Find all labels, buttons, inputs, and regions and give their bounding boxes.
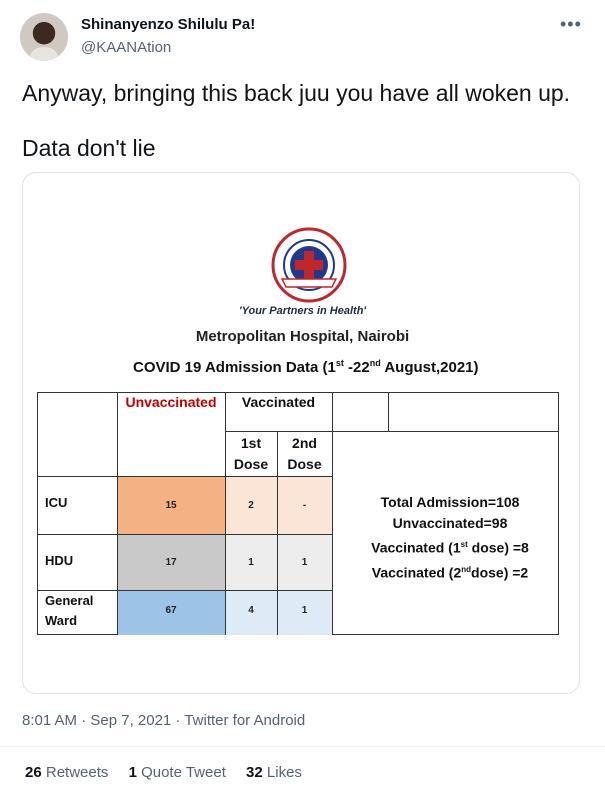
header-vaccinated: Vaccinated [241,394,316,410]
summary-unvaccinated: Unvaccinated=98 [392,515,508,531]
hospital-tagline: 'Your Partners in Health' [238,305,367,317]
hospital-name: Metropolitan Hospital, Nairobi [195,328,410,345]
tweet-text-line-2: Data don't lie [22,135,156,161]
summary-vaccinated-2nd: Vaccinated (2nddose) =2 [371,564,529,581]
header-unvaccinated: Unvaccinated [125,394,217,410]
header-dose1-a: 1st [240,435,262,451]
row-label-ward: Ward [45,613,78,628]
likes-link[interactable]: 32 Likes [246,764,302,781]
header-dose2-b: Dose [287,456,322,472]
icu-dose2-value: - [302,500,307,511]
hdu-dose2-value: 1 [301,557,308,568]
avatar[interactable] [20,13,68,61]
display-name[interactable]: Shinanyenzo Shilulu Pa! [81,16,256,33]
quote-tweets-link[interactable]: 1 Quote Tweet [128,764,226,781]
row-label-hdu: HDU [45,553,74,568]
retweets-link[interactable]: 26 Retweets [25,764,109,781]
gw-dose1-value: 4 [248,605,254,616]
gw-unvaccinated-value: 67 [165,605,177,616]
hdu-unvaccinated-value: 17 [165,557,177,568]
row-label-general: General [45,593,94,608]
header-dose1-b: Dose [233,456,269,472]
tweet-text-line-1: Anyway, bringing this back juu you have all woken up. [22,80,571,106]
hdu-dose1-value: 1 [248,557,254,568]
user-handle[interactable]: @KAANAtion [81,39,172,56]
admission-summary [360,492,540,583]
hospital-logo [262,227,356,303]
header-dose2-a: 2nd [292,435,317,451]
summary-vaccinated-1st: Vaccinated (1st dose) =8 [371,539,529,556]
engagement-stats [25,764,318,781]
icu-unvaccinated-value: 15 [165,500,177,511]
row-label-icu: ICU [45,495,68,510]
more-dots-icon[interactable]: ••• [560,14,582,34]
gw-dose2-value: 1 [301,605,308,616]
divider [0,746,605,747]
summary-total: Total Admission=108 [380,494,520,510]
tweet-metadata[interactable]: 8:01 AM · Sep 7, 2021 · Twitter for Android [22,712,306,729]
chart-title: COVID 19 Admission Data (1st -22nd August,2021) [133,358,479,376]
icu-dose1-value: 2 [248,500,254,511]
